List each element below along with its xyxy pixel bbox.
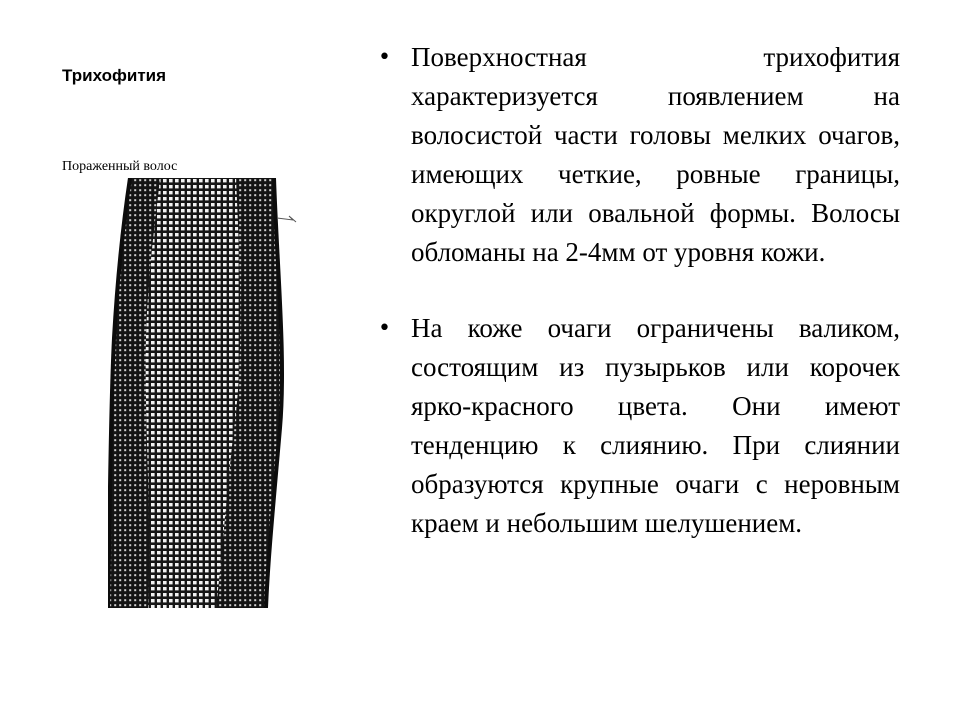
hair-micrograph-icon: [108, 178, 308, 608]
bullet-dot-icon: •: [378, 45, 391, 70]
bullet-text: Поверхностная трихофития характеризуется появлением на волосистой части головы мелких очагов, имеющих четкие, ровные границы, округлой или овальной формы. Волосы обломаны на 2-4мм от уровня кожи.: [411, 42, 900, 267]
bullet-text: На коже очаги ограничены валиком, состоящим из пузырьков или корочек ярко-красного цвета. Они имеют тенденцию к слиянию. При слиянии образуются крупные очаги с неровным краем и небольшим шелушением.: [411, 313, 900, 538]
figure-caption: Пораженный волос: [62, 159, 178, 174]
bullet-list: [378, 38, 900, 543]
bullet-item: [378, 309, 900, 543]
slide-title: Трихофития: [62, 66, 167, 85]
bullet-dot-icon: •: [378, 316, 391, 341]
bullet-item: [378, 38, 900, 272]
